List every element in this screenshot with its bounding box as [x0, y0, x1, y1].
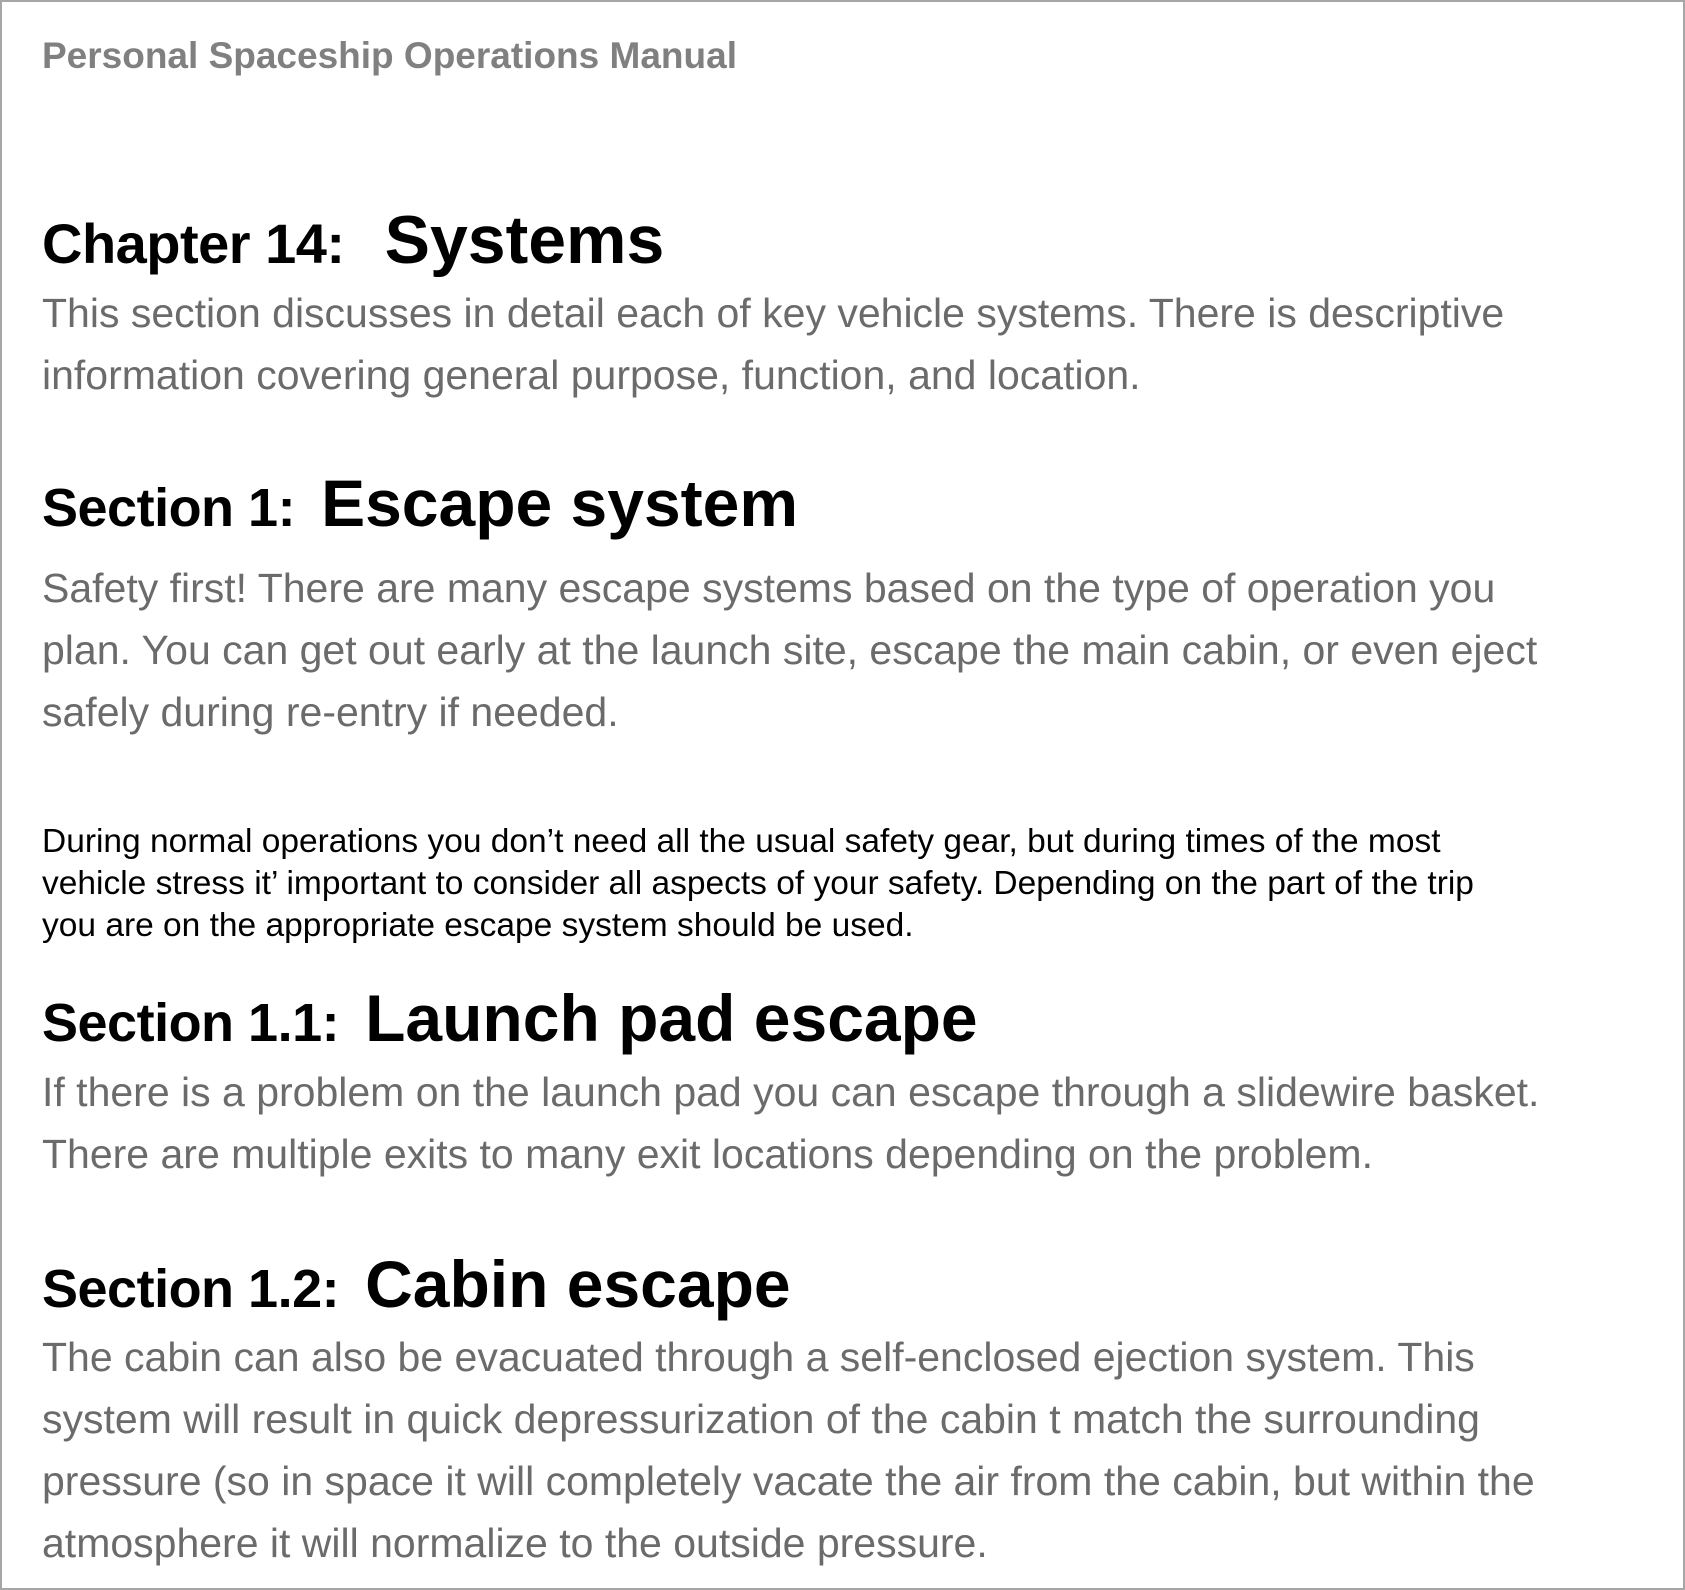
chapter-name: Systems — [384, 202, 665, 278]
section-1-intro — [42, 557, 1537, 743]
chapter-label: Chapter 14: — [42, 212, 345, 275]
document-title: Personal Spaceship Operations Manual — [42, 35, 737, 76]
text-line: vehicle stress it’ important to consider all aspects of your safety. Depending on the part of the trip — [42, 865, 1474, 902]
section-1-2-heading — [42, 1249, 791, 1319]
text-line: This section discusses in detail each of key vehicle systems. There is descriptive — [42, 290, 1505, 336]
section-label: Section 1.2: — [42, 1259, 340, 1319]
section-1-body — [42, 821, 1474, 947]
section-label: Section 1.1: — [42, 993, 340, 1053]
text-line: you are on the appropriate escape system should be used. — [42, 907, 914, 944]
section-name: Launch pad escape — [365, 981, 978, 1055]
text-line: information covering general purpose, function, and location. — [42, 352, 1141, 398]
section-1-2-intro — [42, 1326, 1535, 1574]
chapter-heading — [42, 202, 665, 278]
section-name: Escape system — [321, 466, 799, 540]
text-line: The cabin can also be evacuated through a self-enclosed ejection system. This — [42, 1334, 1475, 1380]
text-line: During normal operations you don’t need all the usual safety gear, but during times of the most — [42, 823, 1441, 860]
section-1-1-intro — [42, 1061, 1539, 1185]
section-1-1-heading — [42, 983, 978, 1053]
section-1-heading — [42, 468, 798, 538]
text-line: safely during re-entry if needed. — [42, 689, 619, 735]
section-name: Cabin escape — [365, 1247, 791, 1321]
text-line: If there is a problem on the launch pad you can escape through a slidewire basket. — [42, 1069, 1540, 1115]
text-line: atmosphere it will normalize to the outside pressure. — [42, 1520, 988, 1566]
text-line: There are multiple exits to many exit locations depending on the problem. — [42, 1131, 1373, 1177]
chapter-intro — [42, 282, 1504, 406]
section-label: Section 1: — [42, 478, 296, 538]
text-line: pressure (so in space it will completely vacate the air from the cabin, but within the — [42, 1458, 1535, 1504]
text-line: Safety first! There are many escape systems based on the type of operation you — [42, 565, 1496, 611]
text-line: plan. You can get out early at the launch site, escape the main cabin, or even eject — [42, 627, 1538, 673]
text-line: system will result in quick depressurization of the cabin t match the surrounding — [42, 1396, 1480, 1442]
